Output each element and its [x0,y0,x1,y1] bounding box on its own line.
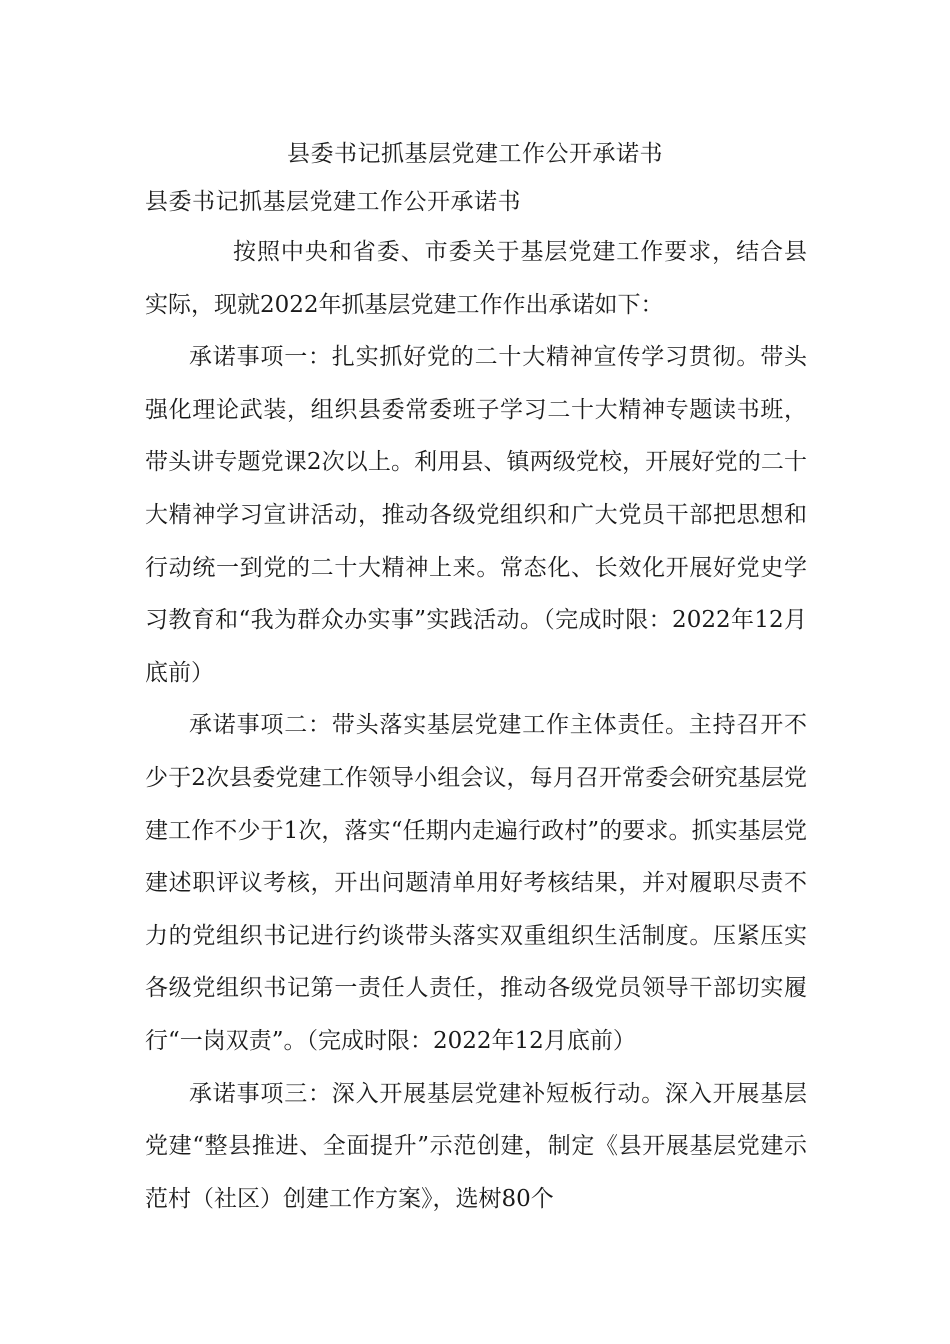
paragraph-intro: 按照中央和省委、市委关于基层党建工作要求，结合县实际，现就2022年抓基层党建工作作出承诺如下： [145,239,807,318]
paragraph-commitment-3: 承诺事项三：深入开展基层党建补短板行动。深入开展基层党建“整县推进、全面提升”示范创建，制定《县开展基层党建示范村（社区）创建工作方案》，选树80个 [145,1080,807,1212]
document-title: 县委书记抓基层党建工作公开承诺书 [287,141,663,167]
document-body [145,226,807,1225]
paragraph-commitment-1: 承诺事项一：扎实抓好党的二十大精神宣传学习贯彻。带头强化理论武装，组织县委常委班子学习二十大精神专题读书班，带头讲专题党课2次以上。利用县、镇两级党校，开展好党的二十大精神学习宣讲活动，推动各级党组织和广大党员干部把思想和行动统一到党的二十大精神上来。常态化、长效化开展好党史学习教育和“我为群众办实事”实践活动。（完成时限：2022年12月底前） [145,344,807,686]
paragraph-commitment-2: 承诺事项二：带头落实基层党建工作主体责任。主持召开不少于2次县委党建工作领导小组会议，每月召开常委会研究基层党建工作不少于1次，落实“任期内走遍行政村”的要求。抓实基层党建述职评议考核，开出问题清单用好考核结果，并对履职尽责不力的党组织书记进行约谈带头落实双重组织生活制度。压紧压实各级党组织书记第一责任人责任，推动各级党员领导干部切实履行“一岗双责”。（完成时限：2022年12月底前） [145,712,807,1054]
document-subtitle: 县委书记抓基层党建工作公开承诺书 [145,189,521,215]
